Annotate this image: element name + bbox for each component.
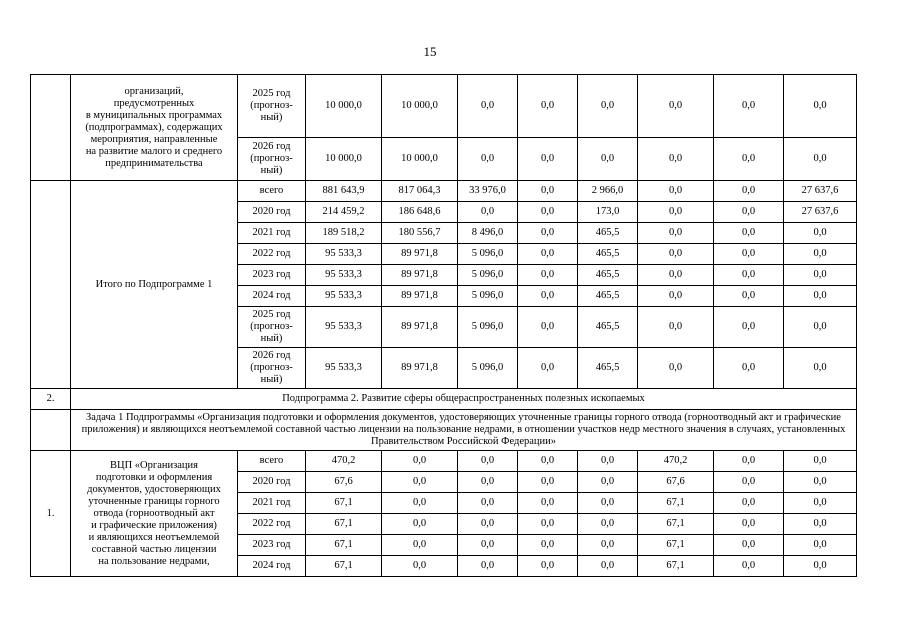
value-cell: 0,0 xyxy=(638,307,714,348)
value-cell: 0,0 xyxy=(714,265,784,286)
value-cell: 0,0 xyxy=(784,223,857,244)
value-cell: 67,1 xyxy=(306,535,382,556)
value-cell: 0,0 xyxy=(578,493,638,514)
value-cell: 0,0 xyxy=(458,535,518,556)
value-cell: 173,0 xyxy=(578,202,638,223)
year-cell: 2025 год (прогноз- ный) xyxy=(238,307,306,348)
value-cell: 5 096,0 xyxy=(458,286,518,307)
year-cell: 2022 год xyxy=(238,514,306,535)
value-cell: 67,6 xyxy=(638,472,714,493)
value-cell: 465,5 xyxy=(578,307,638,348)
year-cell: 2025 год (прогноз- ный) xyxy=(238,75,306,138)
value-cell: 189 518,2 xyxy=(306,223,382,244)
value-cell: 0,0 xyxy=(518,202,578,223)
value-cell: 67,1 xyxy=(638,556,714,577)
subprogram-row xyxy=(31,389,857,410)
value-cell: 0,0 xyxy=(784,348,857,389)
item-name-cell: ВЦП «Организация подготовки и оформления документов, удостоверяющих уточненные границы горного отвода (горноотводный акт и графические приложения) и являющихся неотъемлемой составной частью лицензии на пользование недрами, xyxy=(71,451,238,577)
value-cell: 67,1 xyxy=(638,493,714,514)
value-cell: 89 971,8 xyxy=(382,307,458,348)
value-cell: 5 096,0 xyxy=(458,307,518,348)
value-cell: 95 533,3 xyxy=(306,265,382,286)
year-cell: 2026 год (прогноз- ный) xyxy=(238,138,306,181)
value-cell: 0,0 xyxy=(714,514,784,535)
value-cell: 0,0 xyxy=(518,286,578,307)
value-cell: 0,0 xyxy=(784,244,857,265)
value-cell: 67,1 xyxy=(306,493,382,514)
value-cell: 0,0 xyxy=(784,307,857,348)
value-cell: 95 533,3 xyxy=(306,348,382,389)
value-cell: 0,0 xyxy=(638,223,714,244)
year-cell: 2020 год xyxy=(238,472,306,493)
value-cell: 0,0 xyxy=(458,451,518,472)
value-cell: 67,6 xyxy=(306,472,382,493)
value-cell: 465,5 xyxy=(578,286,638,307)
value-cell: 186 648,6 xyxy=(382,202,458,223)
value-cell: 0,0 xyxy=(518,493,578,514)
value-cell: 0,0 xyxy=(578,514,638,535)
value-cell: 0,0 xyxy=(382,493,458,514)
year-cell: 2026 год (прогноз- ный) xyxy=(238,348,306,389)
value-cell: 180 556,7 xyxy=(382,223,458,244)
value-cell: 5 096,0 xyxy=(458,348,518,389)
value-cell: 0,0 xyxy=(784,265,857,286)
value-cell: 0,0 xyxy=(714,181,784,202)
value-cell: 0,0 xyxy=(458,556,518,577)
value-cell: 0,0 xyxy=(458,514,518,535)
value-cell: 0,0 xyxy=(638,244,714,265)
value-cell: 0,0 xyxy=(518,556,578,577)
year-cell: 2023 год xyxy=(238,265,306,286)
year-cell: всего xyxy=(238,451,306,472)
value-cell: 0,0 xyxy=(518,514,578,535)
value-cell: 0,0 xyxy=(638,75,714,138)
row-number-cell: 1. xyxy=(31,451,71,577)
table-row xyxy=(31,75,857,138)
value-cell: 0,0 xyxy=(382,535,458,556)
value-cell: 0,0 xyxy=(578,75,638,138)
value-cell: 0,0 xyxy=(382,556,458,577)
value-cell: 0,0 xyxy=(458,138,518,181)
value-cell: 0,0 xyxy=(714,202,784,223)
value-cell: 0,0 xyxy=(638,265,714,286)
year-cell: 2021 год xyxy=(238,223,306,244)
value-cell: 0,0 xyxy=(578,138,638,181)
value-cell: 0,0 xyxy=(784,75,857,138)
value-cell: 10 000,0 xyxy=(382,138,458,181)
value-cell: 67,1 xyxy=(306,514,382,535)
value-cell: 5 096,0 xyxy=(458,244,518,265)
value-cell: 0,0 xyxy=(638,181,714,202)
value-cell: 27 637,6 xyxy=(784,181,857,202)
value-cell: 0,0 xyxy=(784,493,857,514)
page-number: 15 xyxy=(423,44,437,59)
value-cell: 0,0 xyxy=(518,307,578,348)
value-cell: 0,0 xyxy=(784,514,857,535)
year-cell: 2021 год xyxy=(238,493,306,514)
value-cell: 0,0 xyxy=(458,75,518,138)
value-cell: 0,0 xyxy=(714,244,784,265)
year-cell: всего xyxy=(238,181,306,202)
task-description-cell: Задача 1 Подпрограммы «Организация подготовки и оформления документов, удостоверяющих уточненные границы горного отвода (горноотводный акт и графические приложения) и являющихся неотъемлемой составной частью лицензии на пользование недрами, в отношении участков недр местного значения в случаях, установленных Правительством Российской Федерации» xyxy=(71,410,857,451)
value-cell: 0,0 xyxy=(714,138,784,181)
value-cell: 67,1 xyxy=(638,535,714,556)
budget-table xyxy=(30,74,857,577)
value-cell: 5 096,0 xyxy=(458,265,518,286)
value-cell: 10 000,0 xyxy=(306,138,382,181)
value-cell: 95 533,3 xyxy=(306,286,382,307)
item-name-cell: Итого по Подпрограмме 1 xyxy=(71,181,238,389)
value-cell: 0,0 xyxy=(382,451,458,472)
value-cell: 0,0 xyxy=(784,472,857,493)
value-cell: 95 533,3 xyxy=(306,244,382,265)
year-cell: 2024 год xyxy=(238,556,306,577)
value-cell: 0,0 xyxy=(518,348,578,389)
value-cell: 89 971,8 xyxy=(382,286,458,307)
value-cell: 67,1 xyxy=(638,514,714,535)
row-number-cell: 2. xyxy=(31,389,71,410)
value-cell: 0,0 xyxy=(578,556,638,577)
year-cell: 2023 год xyxy=(238,535,306,556)
value-cell: 0,0 xyxy=(518,223,578,244)
value-cell: 0,0 xyxy=(518,535,578,556)
item-name-cell: организаций, предусмотренных в муниципальных программах (подпрограммах), содержащих мероприятия, направленные на развитие малого и среднего предпринимательства xyxy=(71,75,238,181)
value-cell: 0,0 xyxy=(518,265,578,286)
value-cell: 0,0 xyxy=(714,451,784,472)
value-cell: 0,0 xyxy=(714,535,784,556)
value-cell: 10 000,0 xyxy=(306,75,382,138)
value-cell: 27 637,6 xyxy=(784,202,857,223)
value-cell: 0,0 xyxy=(714,348,784,389)
value-cell: 0,0 xyxy=(784,138,857,181)
value-cell: 0,0 xyxy=(638,202,714,223)
year-cell: 2022 год xyxy=(238,244,306,265)
value-cell: 0,0 xyxy=(714,75,784,138)
value-cell: 470,2 xyxy=(306,451,382,472)
subprogram-title-cell: Подпрограмма 2. Развитие сферы общераспространенных полезных ископаемых xyxy=(71,389,857,410)
value-cell: 0,0 xyxy=(784,451,857,472)
value-cell: 0,0 xyxy=(714,472,784,493)
value-cell: 0,0 xyxy=(518,138,578,181)
value-cell: 0,0 xyxy=(784,286,857,307)
value-cell: 0,0 xyxy=(458,202,518,223)
value-cell: 0,0 xyxy=(382,472,458,493)
value-cell: 817 064,3 xyxy=(382,181,458,202)
value-cell: 0,0 xyxy=(578,451,638,472)
value-cell: 0,0 xyxy=(578,535,638,556)
value-cell: 0,0 xyxy=(714,223,784,244)
row-number-cell xyxy=(31,75,71,181)
year-cell: 2024 год xyxy=(238,286,306,307)
row-number-cell xyxy=(31,410,71,451)
value-cell: 465,5 xyxy=(578,348,638,389)
value-cell: 0,0 xyxy=(578,472,638,493)
value-cell: 89 971,8 xyxy=(382,244,458,265)
value-cell: 95 533,3 xyxy=(306,307,382,348)
value-cell: 2 966,0 xyxy=(578,181,638,202)
table-row xyxy=(31,451,857,472)
value-cell: 8 496,0 xyxy=(458,223,518,244)
value-cell: 67,1 xyxy=(306,556,382,577)
value-cell: 0,0 xyxy=(638,138,714,181)
value-cell: 10 000,0 xyxy=(382,75,458,138)
value-cell: 0,0 xyxy=(638,348,714,389)
value-cell: 0,0 xyxy=(714,307,784,348)
value-cell: 465,5 xyxy=(578,244,638,265)
value-cell: 0,0 xyxy=(784,556,857,577)
value-cell: 89 971,8 xyxy=(382,265,458,286)
value-cell: 0,0 xyxy=(638,286,714,307)
task-row xyxy=(31,410,857,451)
value-cell: 0,0 xyxy=(518,244,578,265)
value-cell: 881 643,9 xyxy=(306,181,382,202)
value-cell: 0,0 xyxy=(518,472,578,493)
value-cell: 214 459,2 xyxy=(306,202,382,223)
value-cell: 0,0 xyxy=(458,493,518,514)
value-cell: 0,0 xyxy=(784,535,857,556)
value-cell: 0,0 xyxy=(458,472,518,493)
value-cell: 0,0 xyxy=(518,75,578,138)
value-cell: 0,0 xyxy=(518,451,578,472)
value-cell: 33 976,0 xyxy=(458,181,518,202)
value-cell: 465,5 xyxy=(578,265,638,286)
value-cell: 470,2 xyxy=(638,451,714,472)
value-cell: 0,0 xyxy=(518,181,578,202)
value-cell: 0,0 xyxy=(714,493,784,514)
value-cell: 0,0 xyxy=(714,286,784,307)
year-cell: 2020 год xyxy=(238,202,306,223)
value-cell: 0,0 xyxy=(714,556,784,577)
value-cell: 465,5 xyxy=(578,223,638,244)
row-number-cell xyxy=(31,181,71,389)
table-row xyxy=(31,181,857,202)
value-cell: 89 971,8 xyxy=(382,348,458,389)
value-cell: 0,0 xyxy=(382,514,458,535)
